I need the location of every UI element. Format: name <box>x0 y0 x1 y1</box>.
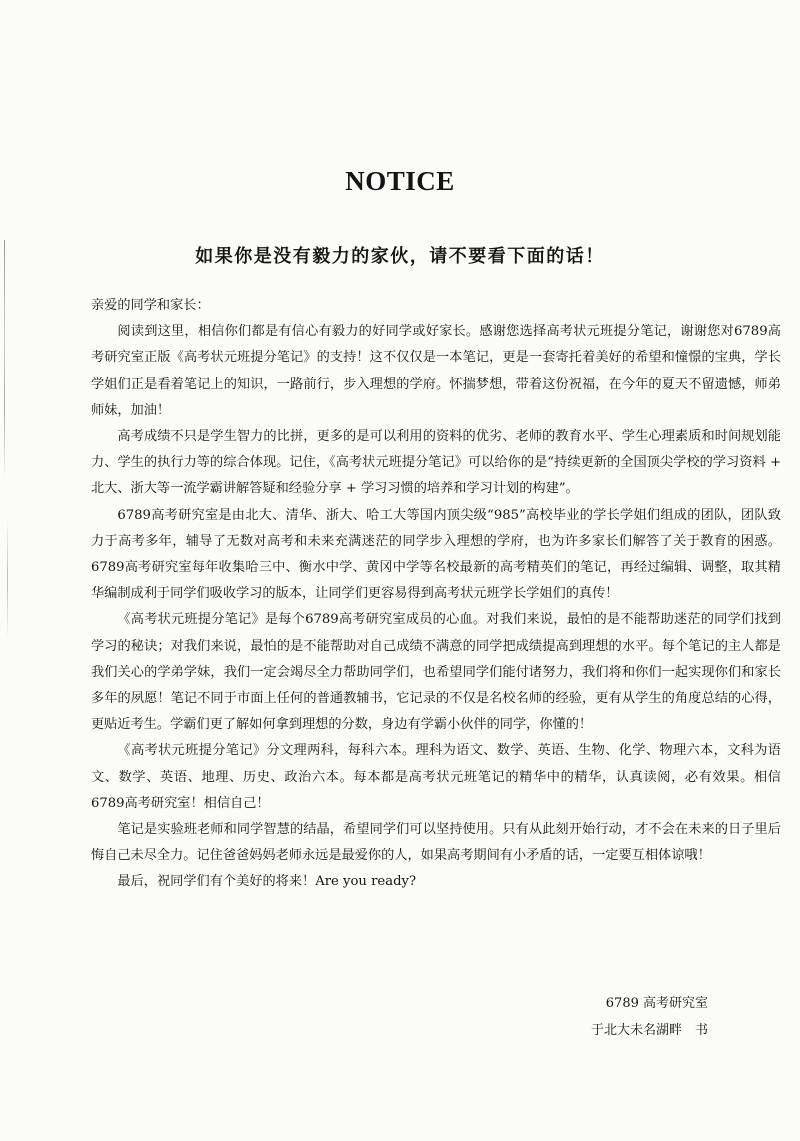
signature-block <box>591 990 708 1044</box>
paragraph-closing: 最后，祝同学们有个美好的将来！Are you ready? <box>117 874 417 890</box>
page-title: NOTICE <box>345 166 455 196</box>
signature-place: 于北大未名湖畔 书 <box>590 1023 708 1038</box>
letter-body <box>91 293 781 896</box>
signature-org: 6789 高考研究室 <box>605 996 708 1011</box>
paragraph-mission: 《高考状元班提分笔记》是每个6789高考研究室成员的心血。对我们来说，最怕的是不能帮助迷茫的同学们找到学习的秘诀；对我们来说，最怕的是不能帮助对自己成绩不满意的同学把成绩提高到理想的水平。每个笔记的主人都是我们关心的学弟学妹，我们一定会竭尽全力帮助同学们，也希望同学们能付诸努力，我们将和你们一起实现你们和家长多年的夙愿！笔记不同于市面上任何的普通教辅书，它记录的不仅是名校名师的经验，更有从学生的角度总结的心得，更贴近考生。学霸们更了解如何拿到理想的分数，身边有学霸小伙伴的同学，你懂的！ <box>91 612 781 733</box>
paragraph-scores: 高考成绩不只是学生智力的比拼，更多的是可以利用的资料的优劣、老师的教育水平、学生心理素质和时间规划能力、学生的执行力等的综合体现。记住，《高考状元班提分笔记》可以给你的是“持续更新的全国顶尖学校的学习资料 + 北大、浙大等一流学霸讲解答疑和经验分享 + 学习习惯的培养和学习计划的构建”。 <box>91 429 781 497</box>
paragraph-thanks: 阅读到这里，相信你们都是有信心有毅力的好同学或好家长。感谢您选择高考状元班提分笔记，谢谢您对6789高考研究室正版《高考状元班提分笔记》的支持！这不仅仅是一本笔记，更是一套寄托着美好的希望和憧憬的宝典，学长学姐们正是看着笔记上的知识，一路前行，步入理想的学府。怀揣梦想，带着这份祝福，在今年的夏天不留遗憾，师弟师妹，加油！ <box>91 324 781 418</box>
greeting: 亲爱的同学和家长： <box>91 298 210 313</box>
paragraph-team: 6789高考研究室是由北大、清华、浙大、哈工大等国内顶尖级“985”高校毕业的学长学姐们组成的团队，团队致力于高考多年，辅导了无数对高考和未来充满迷茫的同学步入理想的学府，也为许多家长们解答了关于教育的困惑。6789高考研究室每年收集哈三中、衡水中学、黄冈中学等名校最新的高考精英们的笔记，再经过编辑、调整，取其精华编制成利于同学们吸收学习的版本，让同学们更容易得到高考状元班学长学姐们的真传！ <box>91 507 781 602</box>
paragraph-contents: 《高考状元班提分笔记》分文理两科，每科六本。理科为语文、数学、英语、生物、化学、物理六本，文科为语文、数学、英语、地理、历史、政治六本。每本都是高考状元班笔记的精华中的精华，认真读阅，必有效果。相信6789高考研究室！相信自己！ <box>91 743 781 811</box>
scan-edge-mark <box>4 240 5 480</box>
scan-edge-mark-lower <box>7 520 8 640</box>
page-subtitle: 如果你是没有毅力的家伙，请不要看下面的话！ <box>195 246 605 267</box>
paragraph-advice: 笔记是实验班老师和同学智慧的结晶，希望同学们可以坚持使用。只有从此刻开始行动，才不会在未来的日子里后悔自己未尽全力。记住爸爸妈妈老师永远是最爱你的人，如果高考期间有小矛盾的话，一定要互相体谅哦！ <box>91 822 781 864</box>
